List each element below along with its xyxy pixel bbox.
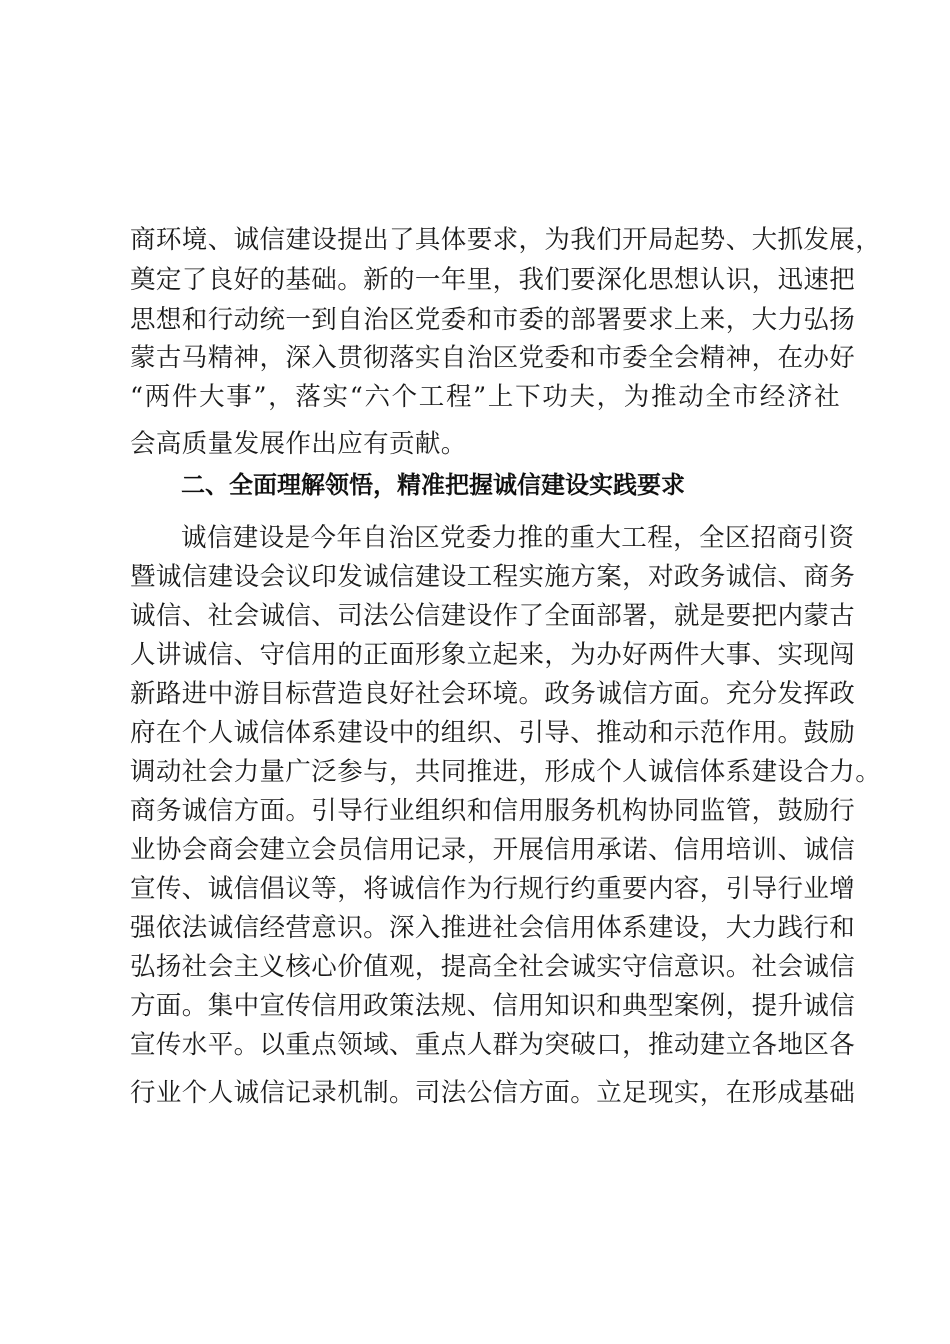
paragraph-1-line-4: 蒙古马精神，深入贯彻落实自治区党委和市委全会精神，在办好	[130, 343, 856, 373]
paragraph-2-line-13: 方面。集中宣传信用政策法规、信用知识和典型案例，提升诚信	[130, 991, 856, 1021]
paragraph-1-line-1: 商环境、诚信建设提出了具体要求，为我们开局起势、大抓发展，	[130, 225, 882, 255]
paragraph-2-line-9: 业协会商会建立会员信用记录，开展信用承诺、信用培训、诚信	[130, 835, 856, 865]
paragraph-2-line-1: 诚信建设是今年自治区党委力推的重大工程，全区招商引资	[181, 523, 855, 553]
paragraph-2-line-5: 新路进中游目标营造良好社会环境。政务诚信方面。充分发挥政	[130, 679, 856, 709]
paragraph-2-line-11: 强依法诚信经营意识。深入推进社会信用体系建设，大力践行和	[130, 913, 856, 943]
paragraph-1-line-6: 会高质量发展作出应有贡献。	[130, 429, 467, 459]
section-heading: 二、全面理解领悟，精准把握诚信建设实践要求	[181, 471, 685, 499]
paragraph-2-line-7: 调动社会力量广泛参与，共同推进，形成个人诚信体系建设合力。	[130, 757, 882, 787]
paragraph-2-line-8: 商务诚信方面。引导行业组织和信用服务机构协同监管，鼓励行	[130, 796, 856, 826]
paragraph-2-line-15: 行业个人诚信记录机制。司法公信方面。立足现实，在形成基础	[130, 1078, 856, 1108]
paragraph-1-line-2: 奠定了良好的基础。新的一年里，我们要深化思想认识，迅速把	[130, 265, 856, 295]
paragraph-2-line-3: 诚信、社会诚信、司法公信建设作了全面部署，就是要把内蒙古	[130, 601, 856, 631]
paragraph-2-line-4: 人讲诚信、守信用的正面形象立起来，为办好两件大事、实现闯	[130, 640, 856, 670]
paragraph-1-line-3: 思想和行动统一到自治区党委和市委的部署要求上来，大力弘扬	[130, 305, 856, 335]
paragraph-2-line-6: 府在个人诚信体系建设中的组织、引导、推动和示范作用。鼓励	[130, 718, 856, 748]
paragraph-2-line-14: 宣传水平。以重点领域、重点人群为突破口，推动建立各地区各	[130, 1030, 856, 1060]
paragraph-2-line-10: 宣传、诚信倡议等，将诚信作为行规行约重要内容，引导行业增	[130, 874, 856, 904]
paragraph-1-line-5: “两件大事”，落实“六个工程”上下功夫，为推动全市经济社	[130, 382, 840, 412]
paragraph-2-line-2: 暨诚信建设会议印发诚信建设工程实施方案，对政务诚信、商务	[130, 562, 856, 592]
paragraph-2-line-12: 弘扬社会主义核心价值观，提高全社会诚实守信意识。社会诚信	[130, 952, 856, 982]
